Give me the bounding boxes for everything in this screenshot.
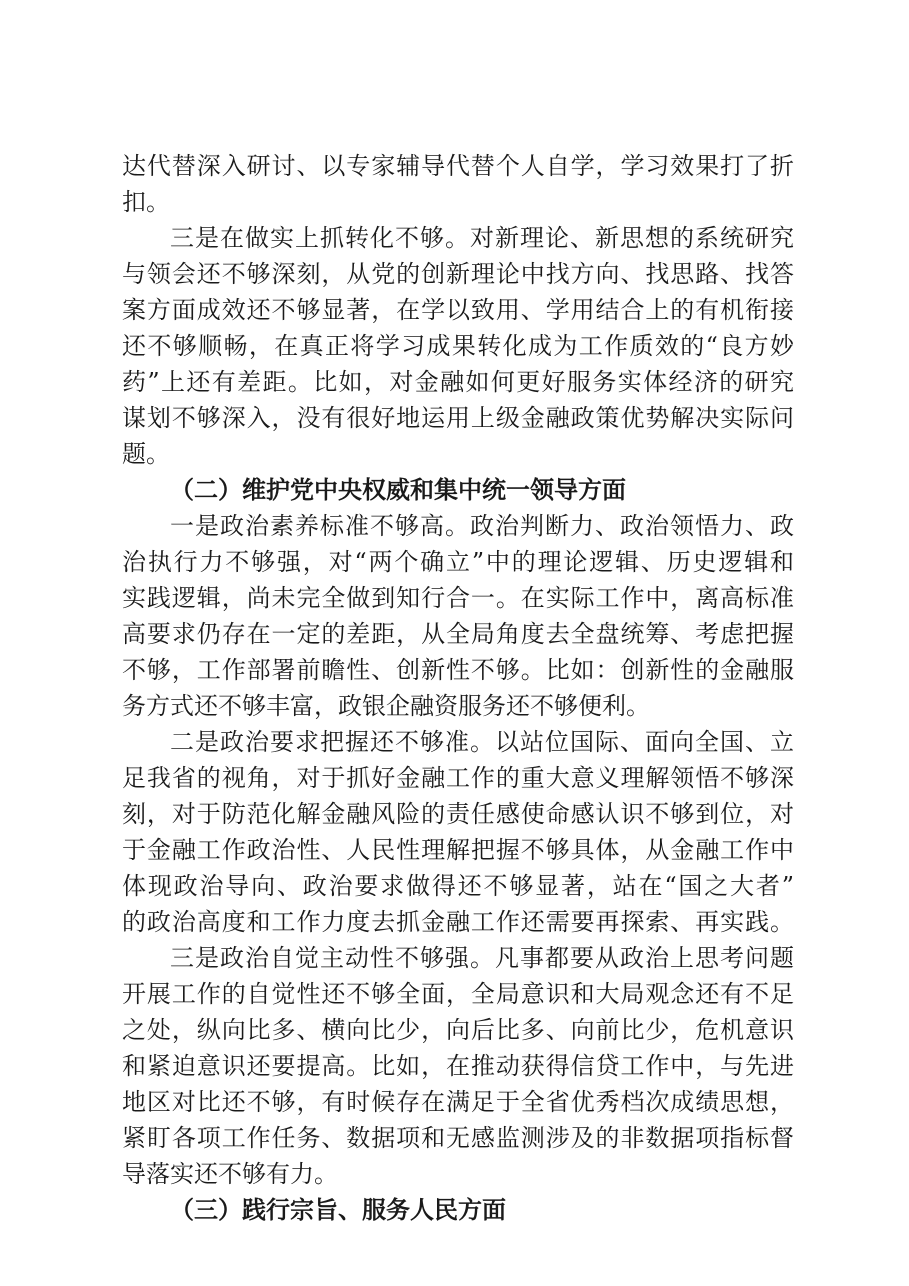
body-line: 刻，对于防范化解金融风险的责任感使命感认识不够到位，对	[122, 800, 794, 828]
body-line: 开展工作的自觉性还不够全面，全局意识和大局观念还有不足	[122, 980, 794, 1008]
body-line: 实践逻辑，尚未完全做到知行合一。在实际工作中，离高标准	[122, 584, 794, 612]
body-line: 足我省的视角，对于抓好金融工作的重大意义理解领悟不够深	[122, 764, 794, 792]
body-line: 于金融工作政治性、人民性理解把握不够具体，从金融工作中	[122, 836, 794, 864]
body-line: 达代替深入研讨、以专家辅导代替个人自学，学习效果打了折	[122, 152, 794, 180]
section-heading: （二）维护党中央权威和集中统一领导方面	[170, 475, 626, 504]
body-line: 治执行力不够强，对“两个确立”中的理论逻辑、历史逻辑和	[122, 548, 794, 576]
body-line: 高要求仍存在一定的差距，从全局角度去全盘统筹、考虑把握	[122, 620, 794, 648]
body-line: 与领会还不够深刻，从党的创新理论中找方向、找思路、找答	[122, 260, 794, 288]
paragraph-first-line: 一是政治素养标准不够高。政治判断力、政治领悟力、政	[170, 512, 794, 540]
body-line: 务方式还不够丰富，政银企融资服务还不够便利。	[122, 692, 650, 720]
body-line: 扣。	[122, 188, 170, 216]
body-line: 之处，纵向比多、横向比少，向后比多、向前比少，危机意识	[122, 1016, 794, 1044]
body-line: 不够，工作部署前瞻性、创新性不够。比如：创新性的金融服	[122, 656, 794, 684]
paragraph-first-line: 二是政治要求把握还不够准。以站位国际、面向全国、立	[170, 728, 794, 756]
body-line: 体现政治导向、政治要求做得还不够显著，站在“国之大者”	[122, 872, 794, 900]
body-line: 药”上还有差距。比如，对金融如何更好服务实体经济的研究	[122, 368, 794, 396]
body-line: 紧盯各项工作任务、数据项和无感监测涉及的非数据项指标督	[122, 1124, 794, 1152]
body-line: 导落实还不够有力。	[122, 1160, 338, 1188]
body-line: 案方面成效还不够显著，在学以致用、学用结合上的有机衔接	[122, 296, 794, 324]
body-line: 地区对比还不够，有时候存在满足于全省优秀档次成绩思想，	[122, 1088, 794, 1116]
paragraph-first-line: 三是在做实上抓转化不够。对新理论、新思想的系统研究	[170, 224, 794, 252]
body-line: 还不够顺畅，在真正将学习成果转化成为工作质效的“良方妙	[122, 332, 794, 360]
body-line: 和紧迫意识还要提高。比如，在推动获得信贷工作中，与先进	[122, 1052, 794, 1080]
body-line: 谋划不够深入，没有很好地运用上级金融政策优势解决实际问	[122, 404, 794, 432]
paragraph-first-line: 三是政治自觉主动性不够强。凡事都要从政治上思考问题	[170, 944, 794, 972]
body-line: 题。	[122, 440, 170, 468]
section-heading: （三）践行宗旨、服务人民方面	[170, 1195, 506, 1224]
body-line: 的政治高度和工作力度去抓金融工作还需要再探索、再实践。	[122, 908, 794, 936]
